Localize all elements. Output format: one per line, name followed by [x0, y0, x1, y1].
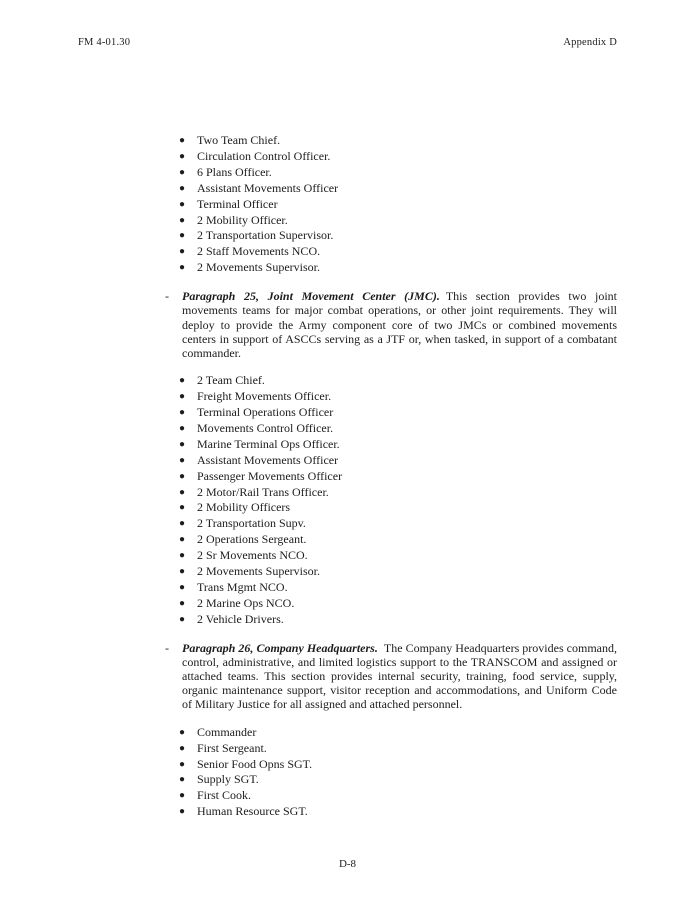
list-item-text: Assistant Movements Officer	[197, 452, 339, 467]
bullet-icon: ●	[179, 486, 186, 498]
bullet-icon: ●	[179, 613, 186, 625]
list-item-text: 2 Transportation Supv.	[197, 516, 306, 531]
bullet-icon: ●	[179, 806, 186, 818]
list-item	[165, 469, 617, 485]
bullet-icon: ●	[179, 135, 186, 146]
list-item	[165, 373, 617, 389]
bullet-icon: ●	[179, 597, 186, 609]
bullet-icon: ●	[179, 198, 186, 210]
bullet-icon: ●	[179, 375, 186, 387]
list-item-text: Trans Mgmt NCO.	[197, 579, 288, 594]
list-item-text: 2 Sr Movements NCO.	[197, 548, 308, 563]
list-item-text: 2 Movements Supervisor.	[197, 260, 320, 275]
list-item	[165, 421, 617, 437]
bullet-icon: ●	[179, 230, 186, 242]
list-item-text: Movements Control Officer.	[197, 420, 334, 435]
list-item-text: Supply SGT.	[197, 772, 259, 787]
bullet-icon: ●	[179, 182, 186, 194]
bullet-icon: ●	[179, 214, 186, 226]
list-item-text: 2 Staff Movements NCO.	[197, 244, 321, 259]
bullet-list-2	[165, 373, 617, 628]
list-item-text: Two Team Chief.	[197, 133, 281, 147]
list-item	[165, 757, 617, 773]
list-item-text: 2 Vehicle Drivers.	[197, 611, 284, 626]
bullet-icon: ●	[179, 790, 186, 802]
list-item	[165, 405, 617, 421]
paragraph-26-text	[182, 641, 617, 712]
list-item-text: 2 Transportation Supervisor.	[197, 228, 334, 243]
bullet-icon: ●	[179, 566, 186, 578]
list-item	[165, 149, 617, 165]
bullet-icon: ●	[179, 502, 186, 514]
list-item-text: 6 Plans Officer.	[197, 164, 272, 179]
page-footer	[78, 858, 617, 870]
list-item-text: Commander	[197, 724, 257, 739]
list-item-text: Assistant Movements Officer	[197, 180, 339, 195]
header-left-label: FM 4-01.30	[78, 37, 131, 48]
list-item	[165, 228, 617, 244]
list-item	[165, 612, 617, 628]
bullet-icon: ●	[179, 534, 186, 546]
list-item	[165, 437, 617, 453]
list-item-text: Freight Movements Officer.	[197, 389, 332, 404]
page-number: D-8	[338, 858, 357, 870]
bullet-icon: ●	[179, 758, 186, 770]
list-item-text: First Cook.	[197, 788, 252, 803]
dash-marker: -	[165, 289, 169, 304]
list-item	[165, 725, 617, 741]
dash-marker: -	[165, 640, 169, 655]
list-item	[165, 165, 617, 181]
list-item	[165, 596, 617, 612]
bullet-icon: ●	[179, 742, 186, 754]
paragraph-25-body: This section provides two joint movements teams for major combat operations, or other joint requirements. They will deploy to provide the Army component core of two JMCs or combined movements centers in support of ASCCs serving as a JTF or, when tasked, in support of a combatant commander.	[182, 289, 617, 360]
list-item	[165, 485, 617, 501]
list-item-text: Circulation Control Officer.	[197, 148, 331, 163]
paragraph-26	[165, 641, 617, 712]
bullet-list-1	[165, 133, 617, 276]
list-item	[165, 564, 617, 580]
list-item	[165, 453, 617, 469]
paragraph-25-title: Paragraph 25, Joint Movement Center (JMC).	[182, 289, 440, 304]
paragraph-25	[165, 289, 617, 360]
list-item	[165, 804, 617, 820]
bullet-icon: ●	[179, 518, 186, 530]
list-item-text: 2 Marine Ops NCO.	[197, 595, 295, 610]
bullet-icon: ●	[179, 550, 186, 562]
bullet-list-3	[165, 725, 617, 820]
header-right-label: Appendix D	[563, 37, 617, 48]
bullet-icon: ●	[179, 438, 186, 450]
paragraph-25-text	[182, 289, 617, 360]
page-header	[78, 37, 617, 48]
list-item	[165, 213, 617, 229]
list-item-text: Marine Terminal Ops Officer.	[197, 436, 340, 451]
list-item-text: 2 Team Chief.	[197, 373, 265, 388]
list-item-text: Senior Food Opns SGT.	[197, 756, 313, 771]
list-item	[165, 389, 617, 405]
list-item	[165, 516, 617, 532]
bullet-icon: ●	[179, 454, 186, 466]
list-item	[165, 197, 617, 213]
list-item-text: 2 Operations Sergeant.	[197, 532, 307, 547]
bullet-icon: ●	[179, 470, 186, 482]
list-item-text: Terminal Operations Officer	[197, 404, 334, 419]
bullet-icon: ●	[179, 581, 186, 593]
list-item	[165, 580, 617, 596]
list-item	[165, 772, 617, 788]
list-item	[165, 133, 617, 149]
list-item	[165, 260, 617, 276]
list-item	[165, 741, 617, 757]
bullet-icon: ●	[179, 246, 186, 258]
list-item-text: Passenger Movements Officer	[197, 468, 343, 483]
list-item	[165, 181, 617, 197]
list-item	[165, 788, 617, 804]
paragraph-26-title: Paragraph 26, Company Headquarters.	[182, 640, 378, 655]
list-item-text: Terminal Officer	[197, 196, 278, 211]
paragraph-26-body: The Company Headquarters provides command, control, administrative, and limited logistics support to the TRANSCOM and assigned or attached teams. This section provides internal security, training, food service, supply, organic maintenance support, visitor reception and accommodations, and Uniform Code of Military Justice for all assigned and attached personnel.	[182, 640, 618, 712]
document-body	[165, 133, 617, 820]
bullet-icon: ●	[179, 406, 186, 418]
bullet-icon: ●	[179, 166, 186, 178]
bullet-icon: ●	[179, 726, 186, 738]
list-item	[165, 548, 617, 564]
list-item-text: First Sergeant.	[197, 740, 267, 755]
list-item	[165, 244, 617, 260]
list-item-text: 2 Motor/Rail Trans Officer.	[197, 484, 329, 499]
list-item-text: 2 Mobility Officer.	[197, 212, 288, 227]
bullet-icon: ●	[179, 391, 186, 403]
list-item	[165, 532, 617, 548]
list-item	[165, 500, 617, 516]
bullet-icon: ●	[179, 150, 186, 162]
list-item-text: 2 Mobility Officers	[197, 500, 291, 515]
bullet-icon: ●	[179, 774, 186, 786]
bullet-icon: ●	[179, 422, 186, 434]
list-item-text: 2 Movements Supervisor.	[197, 564, 320, 579]
bullet-icon: ●	[179, 262, 186, 274]
list-item-text: Human Resource SGT.	[197, 804, 308, 819]
